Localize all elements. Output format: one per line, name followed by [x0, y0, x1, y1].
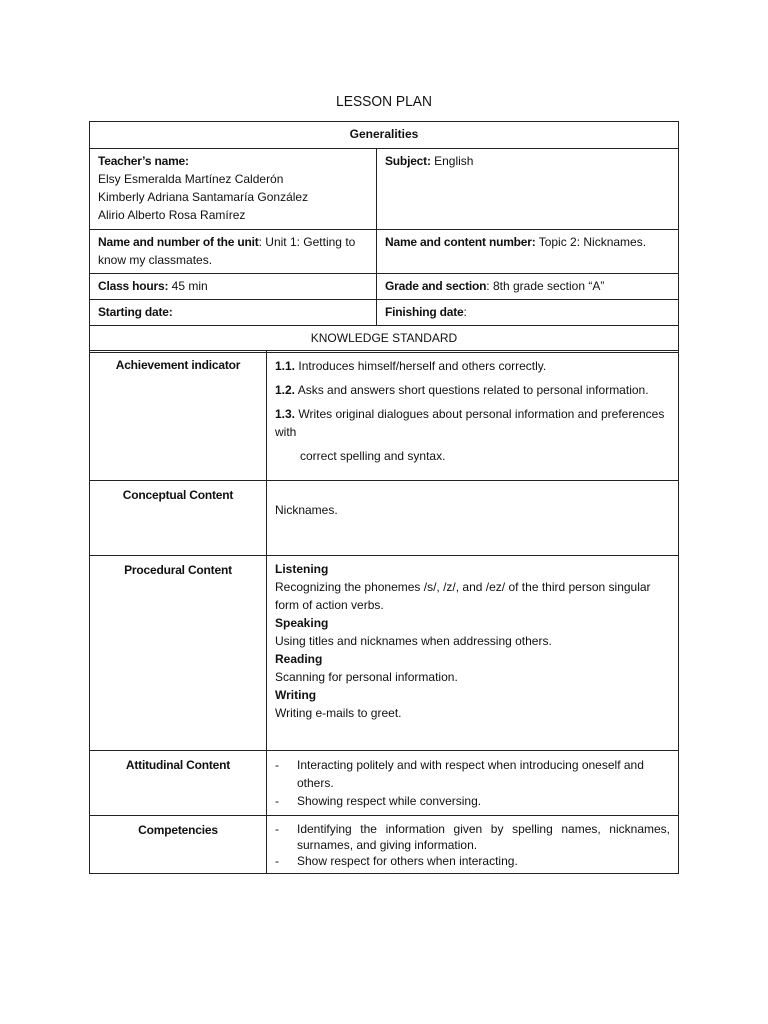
listening-text: Recognizing the phonemes /s/, /z/, and /ez/ of the third person singular form of action verbs. [275, 580, 651, 612]
finish-date-value: : [463, 305, 467, 319]
generalities-heading: Generalities [90, 122, 679, 149]
content-cell [377, 230, 679, 274]
indicator-2: 1.2. Asks and answers short questions related to personal information. [275, 383, 649, 397]
writing-heading: Writing [275, 688, 317, 702]
start-date-label: Starting date: [98, 305, 173, 319]
conceptual-value: Nicknames. [267, 481, 679, 556]
reading-heading: Reading [275, 652, 323, 666]
indicator-3-continued: correct spelling and syntax. [300, 449, 446, 463]
grade-value: : 8th grade section “A” [486, 279, 605, 293]
conceptual-label: Conceptual Content [90, 481, 267, 556]
lesson-plan-table [89, 121, 679, 353]
unit-value: : Unit 1: Getting to know my classmates. [98, 235, 356, 267]
grade-label: Grade and section [385, 279, 487, 293]
competencies-content [267, 816, 679, 874]
unit-label: Name and number of the unit [98, 235, 259, 249]
teacher-label: Teacher’s name: [98, 154, 189, 168]
finish-date-cell [377, 300, 679, 326]
unit-cell [90, 230, 377, 274]
indicator-3: 1.3. Writes original dialogues about personal information and preferences with [275, 407, 665, 439]
indicator-1: 1.1. Introduces himself/herself and others correctly. [275, 359, 547, 373]
knowledge-table [89, 350, 679, 874]
listening-heading: Listening [275, 562, 329, 576]
attitudinal-item: - Interacting politely and with respect when introducing oneself and others. [275, 756, 670, 792]
speaking-text: Using titles and nicknames when addressing others. [275, 634, 552, 648]
finish-date-label: Finishing date [385, 305, 464, 319]
writing-text: Writing e-mails to greet. [275, 706, 402, 720]
speaking-heading: Speaking [275, 616, 329, 630]
start-date-cell [90, 300, 377, 326]
procedural-content [267, 556, 679, 751]
competency-item: - Show respect for others when interacting. [275, 853, 670, 869]
hours-value: 45 min [171, 279, 208, 293]
reading-text: Scanning for personal information. [275, 670, 458, 684]
teacher-name: Elsy Esmeralda Martínez Calderón [98, 172, 284, 186]
teacher-name: Alirio Alberto Rosa Ramírez [98, 208, 246, 222]
subject-value: English [434, 154, 474, 168]
teacher-name: Kimberly Adriana Santamaría González [98, 190, 309, 204]
content-value: Topic 2: Nicknames. [538, 235, 647, 249]
attitudinal-item: - Showing respect while conversing. [275, 792, 670, 810]
content-label: Name and content number: [385, 235, 536, 249]
subject-cell [377, 149, 679, 230]
teacher-cell [90, 149, 377, 230]
grade-cell [377, 274, 679, 300]
attitudinal-label: Attitudinal Content [90, 751, 267, 816]
competencies-label: Competencies [90, 816, 267, 874]
document-title: LESSON PLAN [336, 93, 432, 110]
hours-cell [90, 274, 377, 300]
knowledge-standard-heading: KNOWLEDGE STANDARD [90, 326, 679, 353]
subject-label: Subject: [385, 154, 431, 168]
competency-item: - Identifying the information given by spelling names, nicknames, surnames, and giving information. [275, 821, 670, 853]
achievement-indicators [267, 351, 679, 481]
achievement-label: Achievement indicator [90, 351, 267, 481]
attitudinal-content [267, 751, 679, 816]
procedural-label: Procedural Content [90, 556, 267, 751]
hours-label: Class hours: [98, 279, 169, 293]
